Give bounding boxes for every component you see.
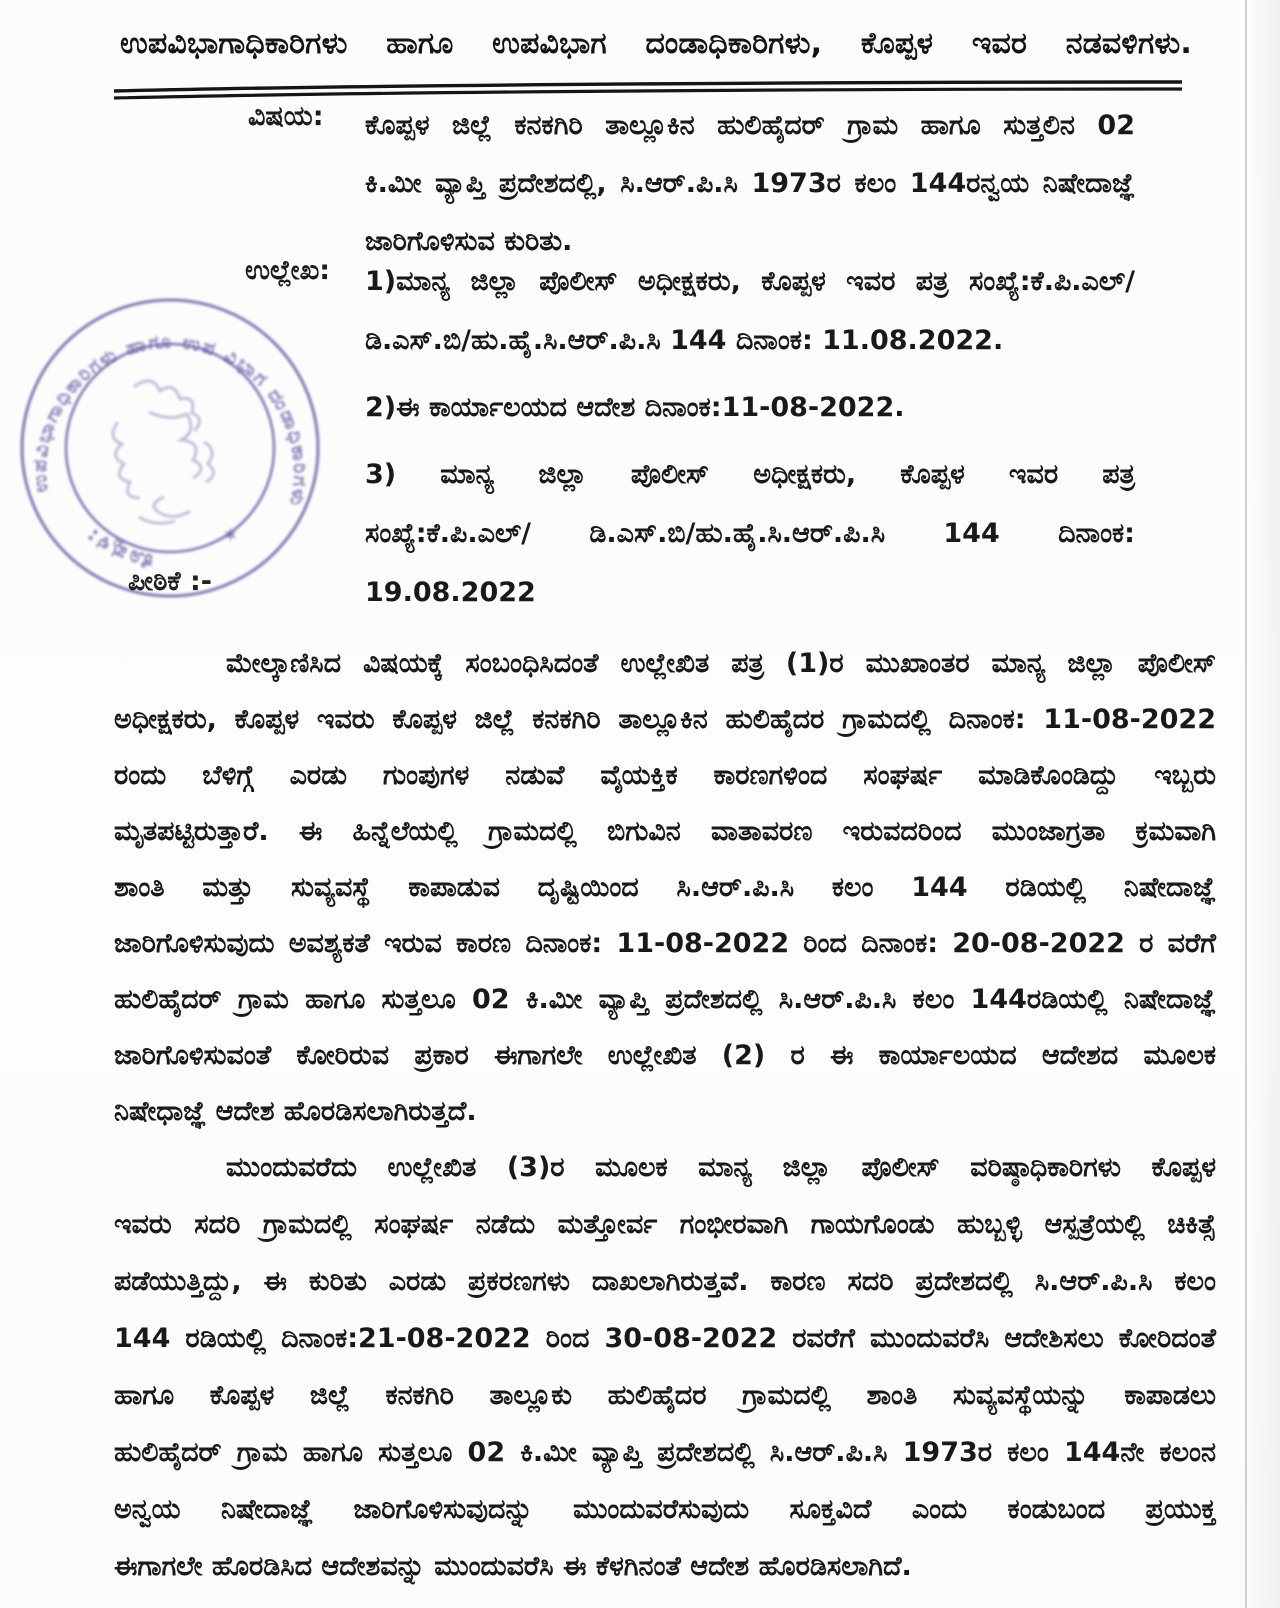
text-line: ಜಾರಿಗೊಳಿಸುವಂತೆ ಕೋರಿರುವ ಪ್ರಕಾರ ಈಗಾಗಲೇ ಉಲ್ಲೇಖಿತ (2) ರ ಈ ಕಾರ್ಯಾಲಯದ ಆದೇಶದ ಮೂಲಕ bbox=[114, 1040, 1216, 1071]
text-line: 1)ಮಾನ್ಯ ಜಿಲ್ಲಾ ಪೊಲೀಸ್ ಅಧೀಕ್ಷಕರು, ಕೊಪ್ಪಳ ಇವರ ಪತ್ರ ಸಂಖ್ಯೆ:ಕೆ.ಪಿ.ಎಲ್/ bbox=[365, 266, 1135, 297]
reference-list bbox=[365, 252, 1135, 622]
stamp-ring-text: ಉಪವಿಭಾಗಾಧಿಕಾರಿಗಳು ಹಾಗೂ ಉಪ ವಿಭಾಗ ದಂಡಾಧಿಕಾರಿಗಳು bbox=[28, 330, 312, 510]
text-line: 2)ಈ ಕಾರ್ಯಾಲಯದ ಆದೇಶ ದಿನಾಂಕ:11-08-2022. bbox=[365, 392, 905, 423]
text-line: ಇವರು ಸದರಿ ಗ್ರಾಮದಲ್ಲಿ ಸಂಘರ್ಷ ನಡೆದು ಮತ್ತೋರ್ವ ಗಂಭೀರವಾಗಿ ಗಾಯಗೊಂಡು ಹುಬ್ಬಳ್ಳಿ ಆಸ್ಪತ್ರೆಯಲ್ಲಿ ಚಿಕಿತ್ಸೆ bbox=[114, 1209, 1216, 1240]
office-round-stamp bbox=[14, 292, 326, 604]
text-line: ಕಿ.ಮೀ ವ್ಯಾಪ್ತಿ ಪ್ರದೇಶದಲ್ಲಿ, ಸಿ.ಆರ್.ಪಿ.ಸಿ 1973ರ ಕಲಂ 144ರನ್ವಯ ನಿಷೇದಾಜ್ಞೆ bbox=[365, 168, 1135, 199]
text-line: ಪಡೆಯುತ್ತಿದ್ದು, ಈ ಕುರಿತು ಎರಡು ಪ್ರಕರಣಗಳು ದಾಖಲಾಗಿರುತ್ತವೆ. ಕಾರಣ ಸದರಿ ಪ್ರದೇಶದಲ್ಲಿ ಸಿ.ಆರ್.ಪಿ.ಸಿ ಕಲಂ bbox=[114, 1266, 1216, 1297]
text-line: ರಂದು ಬೆಳಿಗ್ಗೆ ಎರಡು ಗುಂಪುಗಳ ನಡುವೆ ವೈಯಕ್ತಿಕ ಕಾರಣಗಳಿಂದ ಸಂಘರ್ಷ ಮಾಡಿಕೊಂಡಿದ್ದು ಇಬ್ಬರು bbox=[114, 760, 1216, 791]
text-line: 3) ಮಾನ್ಯ ಜಿಲ್ಲಾ ಪೊಲೀಸ್ ಅಧೀಕ್ಷಕರು, ಕೊಪ್ಪಳ ಇವರ ಪತ್ರ bbox=[365, 459, 1135, 490]
stamp-bottom-text: ಕೊಪ್ಪಳ: bbox=[78, 522, 156, 575]
text-line: ಮೇಲ್ಕಾಣಿಸಿದ ವಿಷಯಕ್ಕೆ ಸಂಬಂಧಿಸಿದಂತೆ ಉಲ್ಲೇಖಿತ ಪತ್ರ (1)ರ ಮುಖಾಂತರ ಮಾನ್ಯ ಜಿಲ್ಲಾ ಪೊಲೀಸ್ bbox=[226, 648, 1216, 679]
subject-label: ವಿಷಯ: bbox=[248, 101, 324, 132]
reference-item-1 bbox=[365, 252, 1135, 370]
text-line: ಹುಲಿಹೈದರ್ ಗ್ರಾಮ ಹಾಗೂ ಸುತ್ತಲೂ 02 ಕಿ.ಮೀ ವ್ಯಾಪ್ತಿ ಪ್ರದೇಶದಲ್ಲಿ ಸಿ.ಆರ್.ಪಿ.ಸಿ 1973ರ ಕಲಂ 144ನೇ ಕಲಂನ bbox=[114, 1437, 1216, 1468]
text-line: ಮುಂದುವರೆದು ಉಲ್ಲೇಖಿತ (3)ರ ಮೂಲಕ ಮಾನ್ಯ ಜಿಲ್ಲಾ ಪೊಲೀಸ್ ವರಿಷ್ಠಾಧಿಕಾರಿಗಳು ಕೊಪ್ಪಳ bbox=[226, 1152, 1216, 1183]
text-line: ನಿಷೇಧಾಜ್ಞೆ ಆದೇಶ ಹೊರಡಿಸಲಾಗಿರುತ್ತದೆ. bbox=[114, 1096, 477, 1127]
stamp-star-icon: ✶ bbox=[222, 523, 239, 547]
intro-heading: ಪೀಠಿಕೆ :- bbox=[128, 566, 212, 597]
text-line: ಅಧೀಕ್ಷಕರು, ಕೊಪ್ಪಳ ಇವರು ಕೊಪ್ಪಳ ಜಿಲ್ಲೆ ಕನಕಗಿರಿ ತಾಲ್ಲೂಕಿನ ಹುಲಿಹೈದರ ಗ್ರಾಮದಲ್ಲಿ ದಿನಾಂಕ: 11-08-2022 bbox=[114, 704, 1216, 735]
text-line: ಕೊಪ್ಪಳ ಜಿಲ್ಲೆ ಕನಕಗಿರಿ ತಾಲ್ಲೂಕಿನ ಹುಲಿಹೈದರ್ ಗ್ರಾಮ ಹಾಗೂ ಸುತ್ತಲಿನ 02 bbox=[365, 110, 1135, 141]
text-line: ಅನ್ವಯ ನಿಷೇದಾಜ್ಞೆ ಜಾರಿಗೊಳಿಸುವುದನ್ನು ಮುಂದುವರೆಸುವುದು ಸೂಕ್ತವಿದೆ ಎಂದು ಕಂಡುಬಂದ ಪ್ರಯುಕ್ತ bbox=[114, 1494, 1216, 1525]
text-line: ಜಾರಿಗೊಳಿಸುವುದು ಅವಶ್ಯಕತೆ ಇರುವ ಕಾರಣ ದಿನಾಂಕ: 11-08-2022 ರಿಂದ ದಿನಾಂಕ: 20-08-2022 ರ ವರೆಗೆ bbox=[114, 928, 1216, 959]
text-line: ಶಾಂತಿ ಮತ್ತು ಸುವ್ಯವಸ್ಥೆ ಕಾಪಾಡುವ ದೃಷ್ಟಿಯಿಂದ ಸಿ.ಆರ್.ಪಿ.ಸಿ ಕಲಂ 144 ರಡಿಯಲ್ಲಿ ನಿಷೇದಾಜ್ಞೆ bbox=[114, 872, 1216, 903]
text-line: ಡಿ.ಎಸ್.ಬಿ/ಹು.ಹೈ.ಸಿ.ಆರ್.ಪಿ.ಸಿ 144 ದಿನಾಂಕ: 11.08.2022. bbox=[365, 325, 1004, 356]
subject-text bbox=[365, 97, 1135, 271]
text-line: ಹಾಗೂ ಕೊಪ್ಪಳ ಜಿಲ್ಲೆ ಕನಕಗಿರಿ ತಾಲ್ಲೂಕು ಹುಲಿಹೈದರ ಗ್ರಾಮದಲ್ಲಿ ಶಾಂತಿ ಸುವ್ಯವಸ್ಥೆಯನ್ನು ಕಾಪಾಡಲು bbox=[114, 1380, 1216, 1411]
text-line: ಸಂಖ್ಯೆ:ಕೆ.ಪಿ.ಎಲ್/ ಡಿ.ಎಸ್.ಬಿ/ಹು.ಹೈ.ಸಿ.ಆರ್.ಪಿ.ಸಿ 144 ದಿನಾಂಕ: 19.08.2022 bbox=[365, 518, 1135, 608]
text-line: ಈಗಾಗಲೇ ಹೊರಡಿಸಿದ ಆದೇಶವನ್ನು ಮುಂದುವರೆಸಿ ಈ ಕೆಳಗಿನಂತೆ ಆದೇಶ ಹೊರಡಿಸಲಾಗಿದೆ. bbox=[114, 1551, 912, 1582]
scan-edge-shadow bbox=[1247, 0, 1280, 1608]
document-title: ಉಪವಿಭಾಗಾಧಿಕಾರಿಗಳು ಹಾಗೂ ಉಪವಿಭಾಗ ದಂಡಾಧಿಕಾರಿಗಳು, ಕೊಪ್ಪಳ ಇವರ ನಡವಳಿಗಳು. bbox=[120, 26, 1192, 61]
reference-item-3 bbox=[365, 445, 1135, 622]
text-line: ಮೃತಪಟ್ಟಿರುತ್ತಾರೆ. ಈ ಹಿನ್ನೆಲೆಯಲ್ಲಿ ಗ್ರಾಮದಲ್ಲಿ ಬಿಗುವಿನ ವಾತಾವರಣ ಇರುವದರಿಂದ ಮುಂಜಾಗ್ರತಾ ಕ್ರಮವಾಗಿ bbox=[114, 816, 1216, 847]
reference-item-2 bbox=[365, 378, 1135, 437]
reference-label: ಉಲ್ಲೇಖ: bbox=[245, 255, 331, 286]
text-line: ಜಾರಿಗೊಳಿಸುವ ಕುರಿತು. bbox=[365, 226, 573, 257]
text-line: ಹುಲಿಹೈದರ್ ಗ್ರಾಮ ಹಾಗೂ ಸುತ್ತಲೂ 02 ಕಿ.ಮೀ ವ್ಯಾಪ್ತಿ ಪ್ರದೇಶದಲ್ಲಿ ಸಿ.ಆರ್.ಪಿ.ಸಿ ಕಲಂ 144ರಡಿಯಲ್ಲಿ ನಿಷೇದಾಜ್ಞೆ bbox=[114, 984, 1216, 1015]
body-paragraph-1 bbox=[114, 636, 1216, 1140]
stamp-center-scribble bbox=[113, 381, 214, 523]
text-line: 144 ರಡಿಯಲ್ಲಿ ದಿನಾಂಕ:21-08-2022 ರಿಂದ 30-08-2022 ರವರೆಗೆ ಮುಂದುವರೆಸಿ ಆದೇಶಿಸಲು ಕೋರಿದಂತೆ bbox=[114, 1323, 1216, 1354]
body-paragraph-2 bbox=[114, 1139, 1216, 1595]
